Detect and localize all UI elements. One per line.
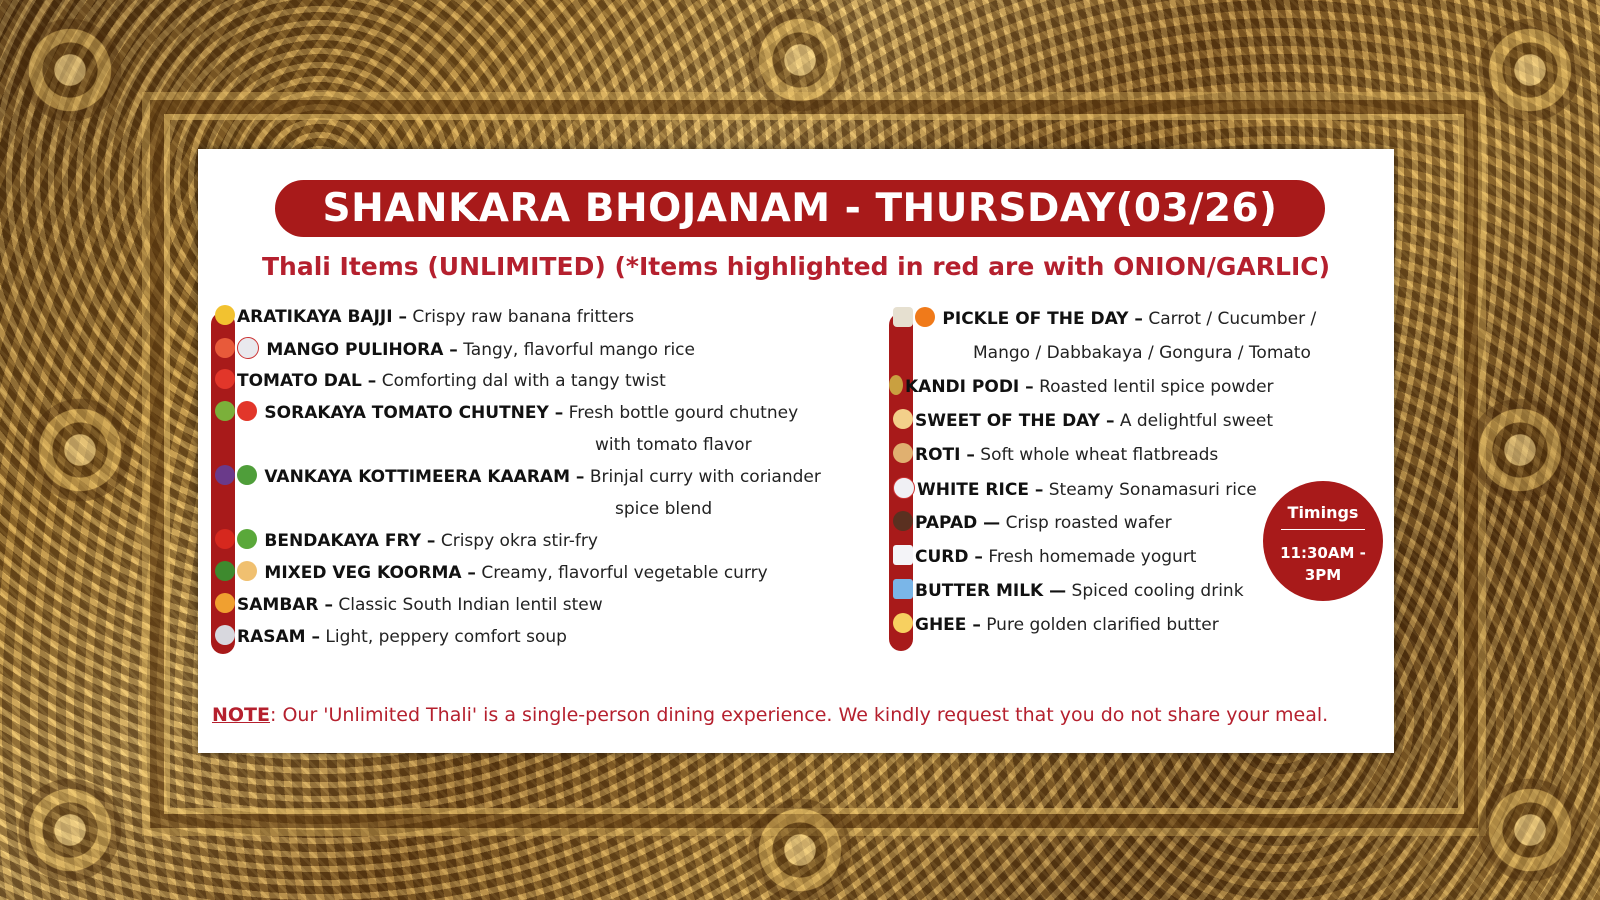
frame-ornament-top-center (740, 0, 860, 120)
eggplant-icon (215, 465, 235, 485)
papad-icon (893, 511, 913, 531)
stew-bowl-icon (215, 593, 235, 613)
menu-item-curd: CURD – Fresh homemade yogurt (893, 547, 1196, 567)
banana-icon (215, 305, 235, 325)
menu-item-bendakaya-fry: BENDAKAYA FRY – Crispy okra stir-fry (215, 531, 598, 551)
menu-item-rasam: RASAM – Light, peppery comfort soup (215, 627, 567, 647)
glass-icon (893, 545, 913, 565)
broccoli-icon (215, 561, 235, 581)
menu-item-aratikaya-bajji: ARATIKAYA BAJJI – Crispy raw banana fritters (215, 307, 634, 327)
jar-icon (893, 307, 913, 327)
menu-item-desc-continued: spice blend (615, 499, 713, 519)
note-text: NOTE: Our 'Unlimited Thali' is a single-person dining experience. We kindly request that you do not share your meal. (212, 704, 1329, 726)
menu-item-sweet-of-the-day: SWEET OF THE DAY – A delightful sweet (893, 411, 1273, 431)
cupcake-icon (893, 409, 913, 429)
menu-item-sorakaya-tomato-chutney: SORAKAYA TOMATO CHUTNEY – Fresh bottle gourd chutney (215, 403, 798, 423)
curry-icon (237, 561, 257, 581)
menu-item-white-rice: WHITE RICE – Steamy Sonamasuri rice (893, 479, 1257, 501)
tomato-icon (237, 401, 257, 421)
menu-item-papad: PAPAD — Crisp roasted wafer (893, 513, 1172, 533)
menu-item-ghee: GHEE – Pure golden clarified butter (893, 615, 1219, 635)
frame-ornament-top-left (10, 10, 130, 130)
frame-ornament-left-center (20, 390, 140, 510)
carrot-icon (915, 307, 935, 327)
tomato-icon (215, 369, 235, 389)
menu-item-desc-continued: Mango / Dabbakaya / Gongura / Tomato (973, 343, 1311, 363)
rice-bowl-icon (893, 477, 915, 499)
menu-item-tomato-dal: TOMATO DAL – Comforting dal with a tangy twist (215, 371, 666, 391)
menu-item-pickle-of-the-day: PICKLE OF THE DAY – Carrot / Cucumber / (893, 309, 1316, 329)
frame-ornament-bottom-left (10, 770, 130, 890)
chili-icon (215, 529, 235, 549)
butter-icon (893, 613, 913, 633)
timings-label: Timings (1287, 503, 1359, 522)
rice-bowl-icon (237, 337, 259, 359)
mango-icon (215, 338, 235, 358)
menu-item-roti: ROTI – Soft whole wheat flatbreads (893, 445, 1218, 465)
page-title: SHANKARA BHOJANAM - THURSDAY(03/26) (275, 180, 1325, 237)
menu-item-butter-milk: BUTTER MILK — Spiced cooling drink (893, 581, 1244, 601)
cup-icon (893, 579, 913, 599)
frame-ornament-bottom-center (740, 790, 860, 900)
cucumber-icon (215, 401, 235, 421)
note-label: NOTE (212, 704, 270, 726)
menu-item-vankaya-kottimeera-kaaram: VANKAYA KOTTIMEERA KAARAM – Brinjal curry with coriander (215, 467, 821, 487)
frame-ornament-top-right (1470, 10, 1590, 130)
frame-ornament-right-center (1460, 390, 1580, 510)
menu-item-sambar: SAMBAR – Classic South Indian lentil stew (215, 595, 603, 615)
timings-badge (1267, 485, 1379, 597)
menu-panel (198, 149, 1394, 753)
timings-hours: 11:30AM - 3PM (1280, 544, 1366, 584)
flatbread-icon (893, 443, 913, 463)
soup-spoon-icon (215, 625, 235, 645)
menu-item-mixed-veg-koorma: MIXED VEG KOORMA – Creamy, flavorful vegetable curry (215, 563, 768, 583)
menu-item-mango-pulihora: MANGO PULIHORA – Tangy, flavorful mango rice (215, 339, 695, 361)
menu-item-kandi-podi: KANDI PODI – Roasted lentil spice powder (889, 377, 1274, 397)
menu-subtitle: Thali Items (UNLIMITED) (*Items highlighted in red are with ONION/GARLIC) (261, 252, 1331, 281)
timings-divider (1281, 529, 1365, 530)
grain-icon (889, 375, 903, 395)
frame-ornament-bottom-right (1470, 770, 1590, 890)
menu-item-desc-continued: with tomato flavor (595, 435, 752, 455)
herb-icon (237, 465, 257, 485)
okra-icon (237, 529, 257, 549)
